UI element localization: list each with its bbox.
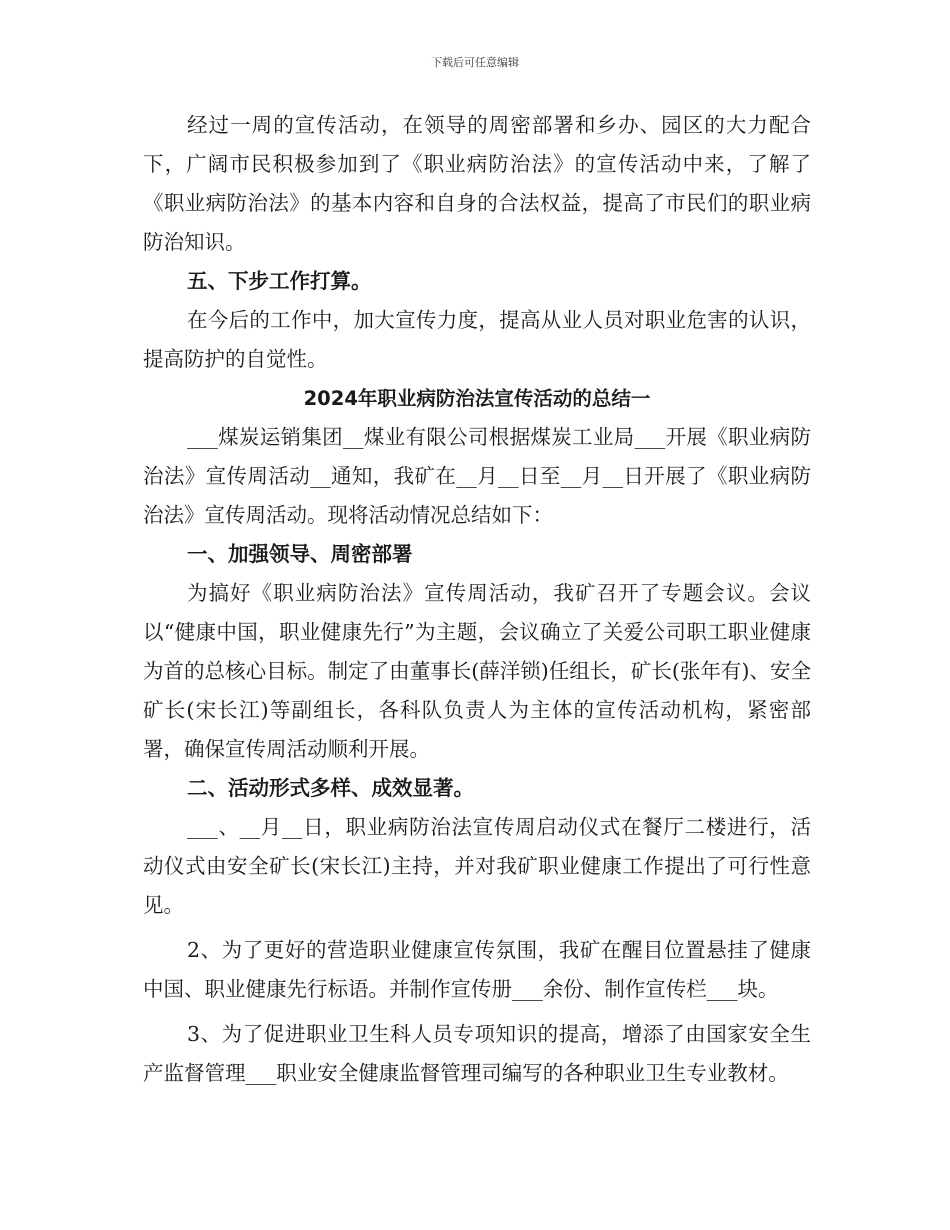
- paragraph-next-steps: 在今后的工作中，加大宣传力度，提高从业人员对职业危害的认识，提高防护的自觉性。: [143, 308, 811, 371]
- paragraph-item-2: 2、为了更好的营造职业健康宣传氛围，我矿在醒目位置悬挂了健康中国、职业健康先行标语。并制作宣传册___余份、制作宣传栏___块。: [143, 938, 811, 1001]
- section-heading-leadership: 一、加强领导、周密部署: [187, 542, 413, 566]
- paragraph-item-1: ___、__月__日，职业病防治法宣传周启动仪式在餐厅二楼进行，活动仪式由安全矿长(宋长江)主持，并对我矿职业健康工作提出了可行性意见。: [143, 815, 811, 917]
- paragraph-leadership: 为搞好《职业病防治法》宣传周活动，我矿召开了专题会议。会议以“健康中国，职业健康先行”为主题，会议确立了关爱公司职工职业健康为首的总核心目标。制定了由董事长(薛洋锁)任组长，矿长(张年有)、安全矿长(宋长江)等副组长，各科队负责人为主体的宣传活动机构，紧密部署，确保宣传周活动顺利开展。: [143, 581, 811, 761]
- paragraph-summary: 经过一周的宣传活动，在领导的周密部署和乡办、园区的大力配合下，广阔市民积极参加到了《职业病防治法》的宣传活动中来，了解了《职业病防治法》的基本内容和自身的合法权益，提高了市民们的职业病防治知识。: [143, 113, 811, 254]
- section-heading-activities: 二、活动形式多样、成效显著。: [187, 776, 474, 800]
- document-title: 2024年职业病防治法宣传活动的总结一: [303, 387, 651, 410]
- paragraph-item-3: 3、为了促进职业卫生科人员专项知识的提高，增添了由国家安全生产监督管理___职业安全健康监督管理司编写的各种职业卫生专业教材。: [143, 1022, 811, 1085]
- paragraph-intro: ___煤炭运销集团__煤业有限公司根据煤炭工业局___开展《职业病防治法》宣传周活动__通知，我矿在__月__日至__月__日开展了《职业病防治法》宣传周活动。现将活动情况总结如下：: [143, 425, 811, 527]
- page-header: 下载后可任意编辑: [431, 56, 519, 69]
- document-body: [143, 106, 811, 1093]
- section-heading-next-steps: 五、下步工作打算。: [187, 269, 372, 293]
